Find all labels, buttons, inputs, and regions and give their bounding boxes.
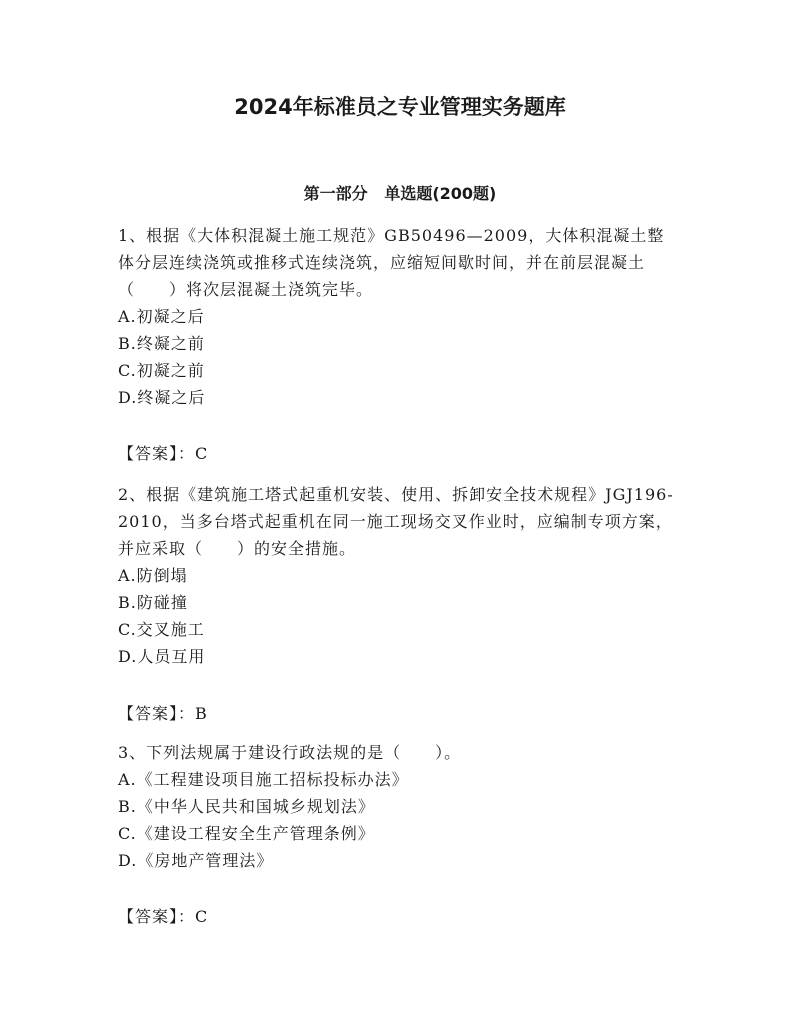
option-a: A.《工程建设项目施工招标投标办法》 (118, 770, 409, 789)
option-c: C.初凝之前 (118, 361, 205, 380)
question-1 (118, 222, 678, 411)
question-text: 3、下列法规属于建设行政法规的是（ ）。 (118, 743, 462, 762)
question-3 (118, 739, 678, 874)
option-b: B.防碰撞 (118, 593, 188, 612)
answer-1: 【答案】：C (118, 444, 209, 463)
option-a: A.初凝之后 (118, 307, 205, 326)
answer-2: 【答案】：B (118, 704, 208, 723)
option-b: B.《中华人民共和国城乡规划法》 (118, 797, 375, 816)
option-b: B.终凝之前 (118, 334, 205, 353)
answer-3: 【答案】：C (118, 907, 209, 926)
document-title: 2024年标准员之专业管理实务题库 (234, 95, 566, 119)
section-heading: 第一部分 单选题(200题) (303, 184, 497, 203)
option-d: D.《房地产管理法》 (118, 851, 274, 870)
question-text: 1、根据《大体积混凝土施工规范》GB50496—2009，大体积混凝土整体分层连续浇筑或推移式连续浇筑，应缩短间歇时间，并在前层混凝土（ ）将次层混凝土浇筑完毕。 (118, 226, 665, 299)
question-text: 2、根据《建筑施工塔式起重机安装、使用、拆卸安全技术规程》JGJ196-2010，当多台塔式起重机在同一施工现场交叉作业时，应编制专项方案，并应采取（ ）的安全措施。 (118, 485, 674, 558)
option-d: D.人员互用 (118, 647, 206, 666)
option-a: A.防倒塌 (118, 566, 188, 585)
option-d: D.终凝之后 (118, 388, 206, 407)
question-2 (118, 481, 678, 670)
option-c: C.交叉施工 (118, 620, 205, 639)
option-c: C.《建设工程安全生产管理条例》 (118, 824, 375, 843)
